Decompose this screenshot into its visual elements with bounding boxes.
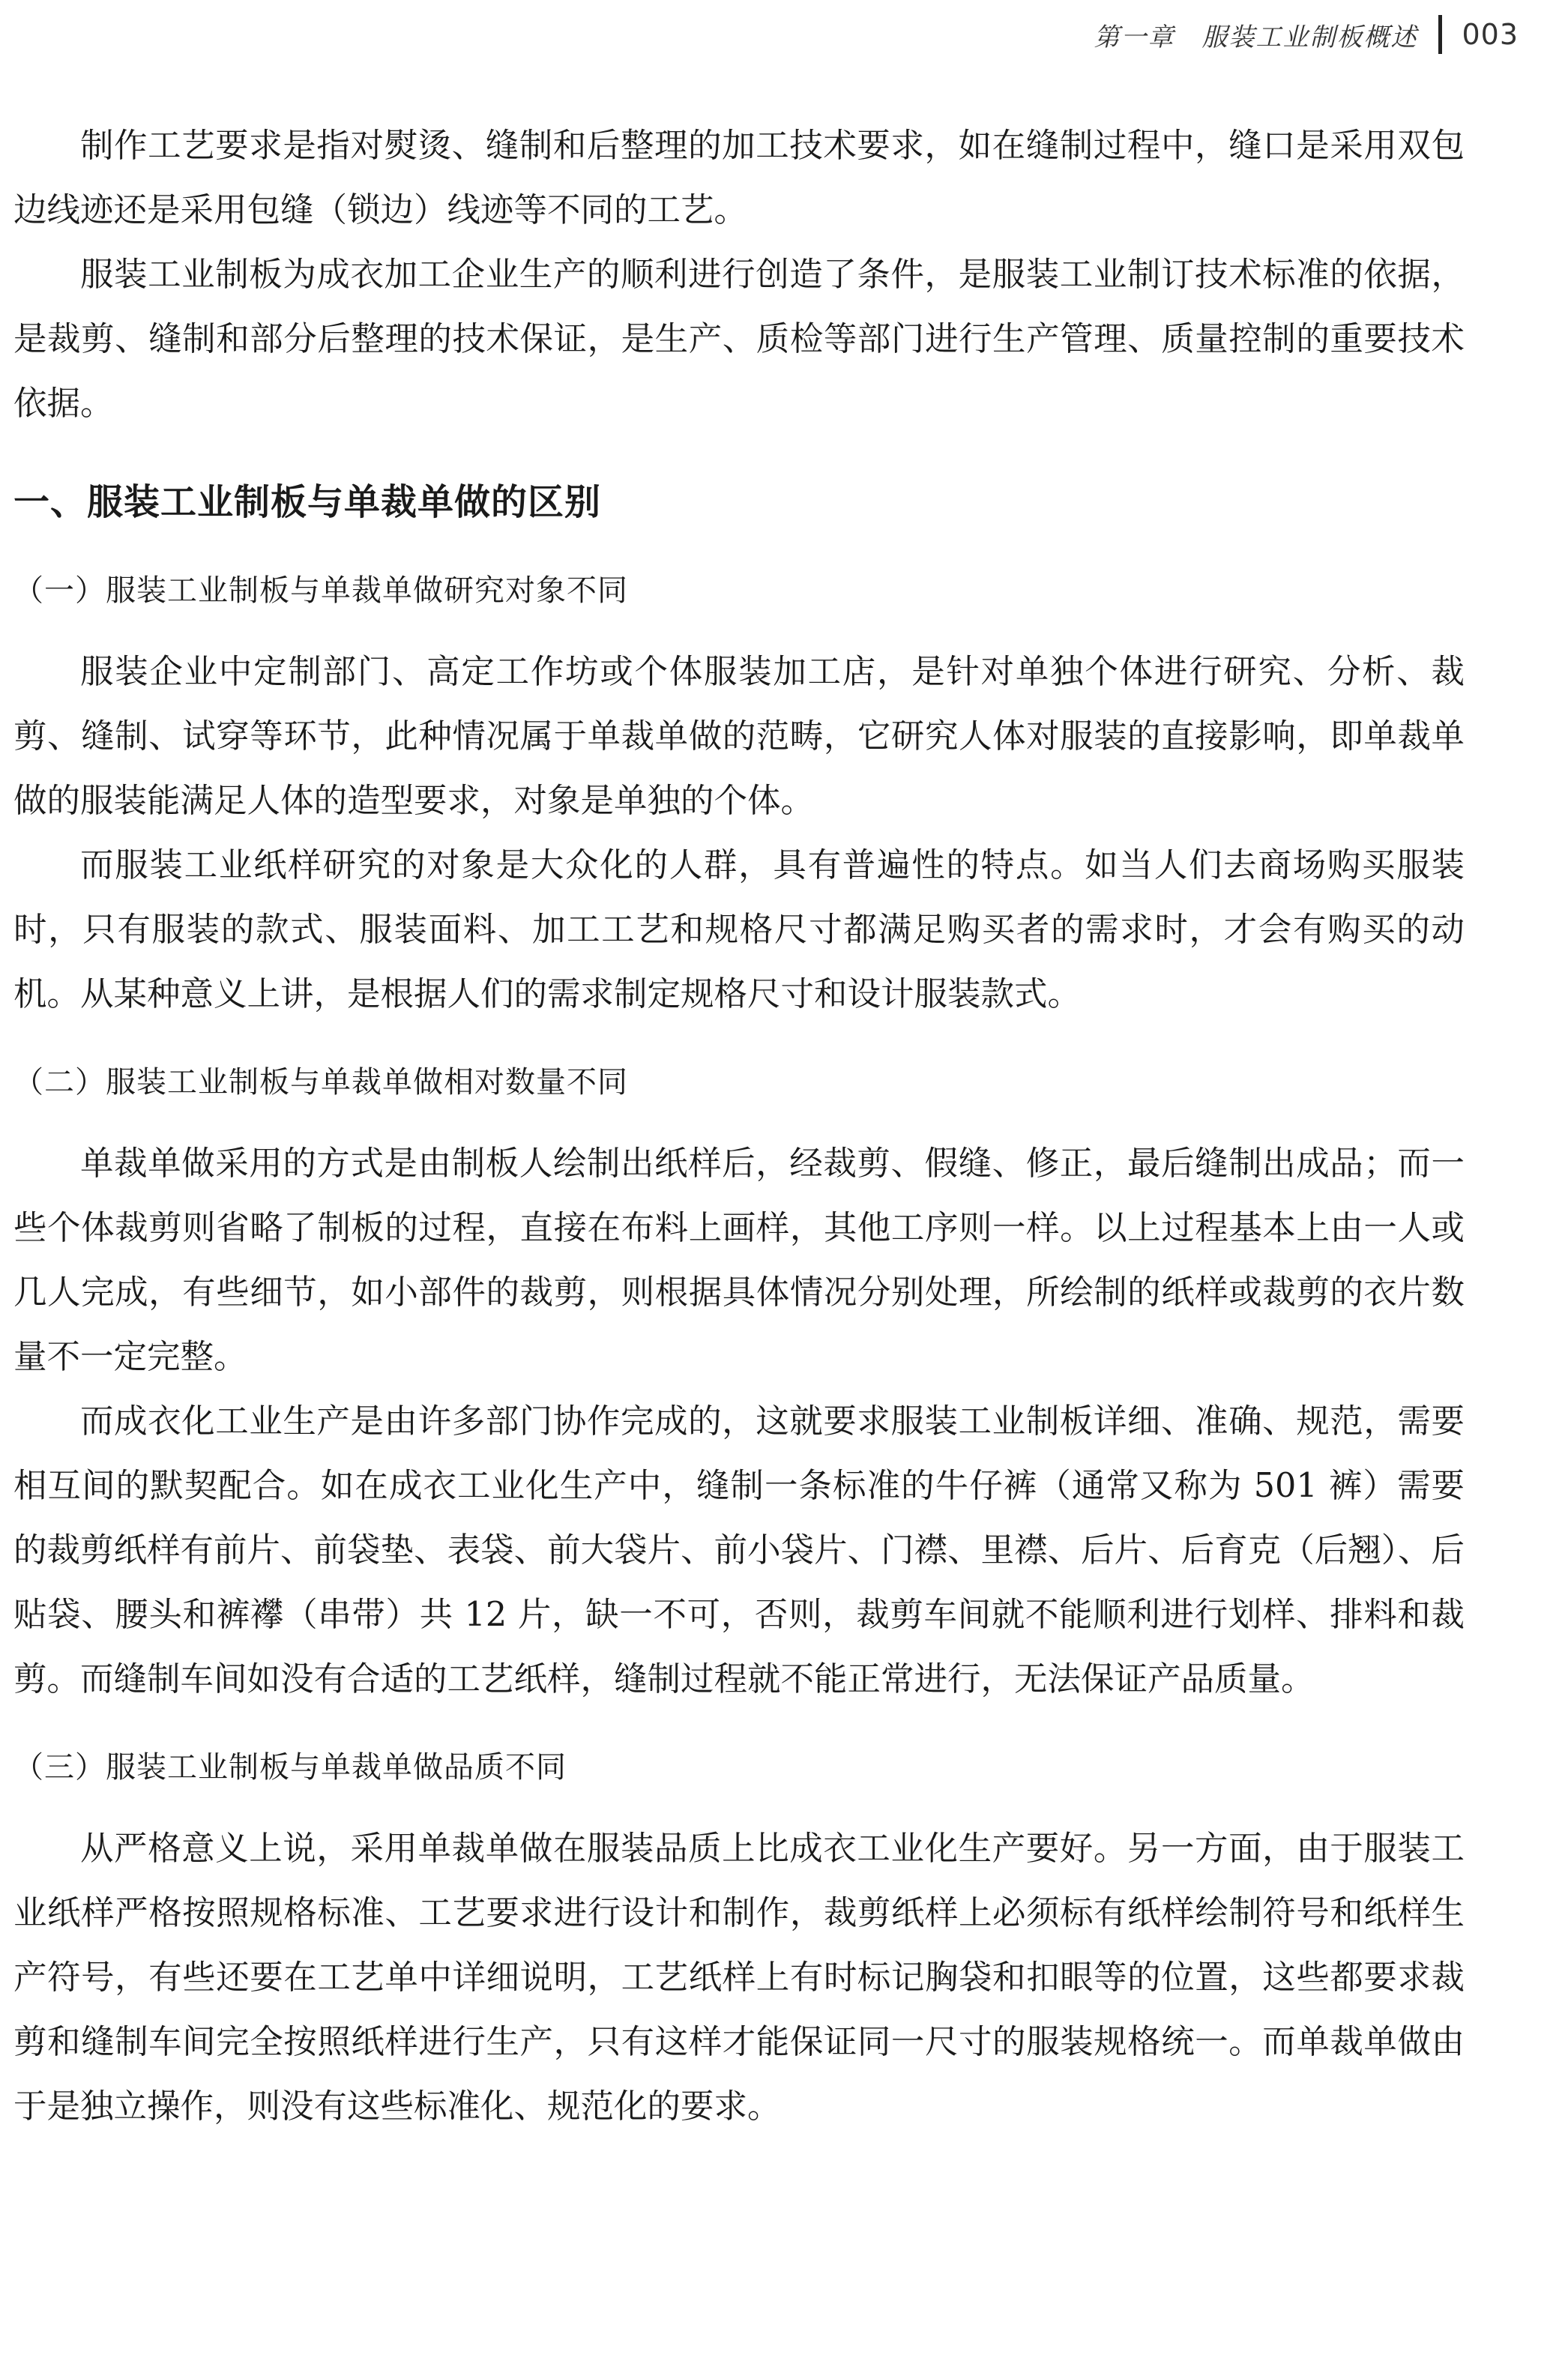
subsection-3-paragraph-1: 从严格意义上说，采用单裁单做在服装品质上比成衣工业化生产要好。另一方面，由于服装工业纸样严格按照规格标准、工艺要求进行设计和制作，裁剪纸样上必须标有纸样绘制符号和纸样生产符号，有些还要在工艺单中详细说明，工艺纸样上有时标记胸袋和扣眼等的位置，这些都要求裁剪和缝制车间完全按照纸样进行生产，只有这样才能保证同一尺寸的服装规格统一。而单裁单做由于是独立操作，则没有这些标准化、规范化的要求。: [13, 1830, 1465, 2126]
page-number: 003: [1462, 18, 1519, 51]
chapter-title: 第一章 服装工业制板概述: [1094, 22, 1418, 52]
section-heading: 一、服装工业制板与单裁单做的区别: [13, 481, 602, 523]
intro-paragraph-1: 制作工艺要求是指对熨烫、缝制和后整理的加工技术要求，如在缝制过程中，缝口是采用双包边线迹还是采用包缝（锁边）线迹等不同的工艺。: [13, 127, 1465, 229]
intro-paragraph-2: 服装工业制板为成衣加工企业生产的顺利进行创造了条件，是服装工业制订技术标准的依据，是裁剪、缝制和部分后整理的技术保证，是生产、质检等部门进行生产管理、质量控制的重要技术依据。: [13, 256, 1465, 423]
header-divider: [1438, 15, 1442, 54]
subsection-heading-3: （三）服装工业制板与单裁单做品质不同: [13, 1750, 567, 1785]
subsection-1-paragraph-1: 服装企业中定制部门、高定工作坊或个体服装加工店，是针对单独个体进行研究、分析、裁剪、缝制、试穿等环节，此种情况属于单裁单做的范畴，它研究人体对服装的直接影响，即单裁单做的服装能满足人体的造型要求，对象是单独的个体。: [13, 653, 1465, 820]
page-body: [13, 114, 1465, 2139]
subsection-heading-1: （一）服装工业制板与单裁单做研究对象不同: [13, 573, 628, 608]
subsection-2-paragraph-1: 单裁单做采用的方式是由制板人绘制出纸样后，经裁剪、假缝、修正，最后缝制出成品；而一些个体裁剪则省略了制板的过程，直接在布料上画样，其他工序则一样。以上过程基本上由一人或几人完成，有些细节，如小部件的裁剪，则根据具体情况分别处理，所绘制的纸样或裁剪的衣片数量不一定完整。: [13, 1145, 1465, 1376]
subsection-1-paragraph-2: 而服装工业纸样研究的对象是大众化的人群，具有普遍性的特点。如当人们去商场购买服装时，只有服装的款式、服装面料、加工工艺和规格尺寸都满足购买者的需求时，才会有购买的动机。从某种意义上讲，是根据人们的需求制定规格尺寸和设计服装款式。: [13, 846, 1465, 1013]
running-header: [1094, 13, 1519, 55]
subsection-heading-2: （二）服装工业制板与单裁单做相对数量不同: [13, 1065, 628, 1100]
subsection-2-paragraph-2: 而成衣化工业生产是由许多部门协作完成的，这就要求服装工业制板详细、准确、规范，需要相互间的默契配合。如在成衣工业化生产中，缝制一条标准的牛仔裤（通常又称为 501 裤）需要的裁剪纸样有前片、前袋垫、表袋、前大袋片、前小袋片、门襟、里襟、后片、后育克（后翘）、后贴袋、腰头和裤襻（串带）共 12 片，缺一不可，否则，裁剪车间就不能顺利进行划样、排料和裁剪。而缝制车间如没有合适的工艺纸样，缝制过程就不能正常进行，无法保证产品质量。: [13, 1402, 1465, 1698]
